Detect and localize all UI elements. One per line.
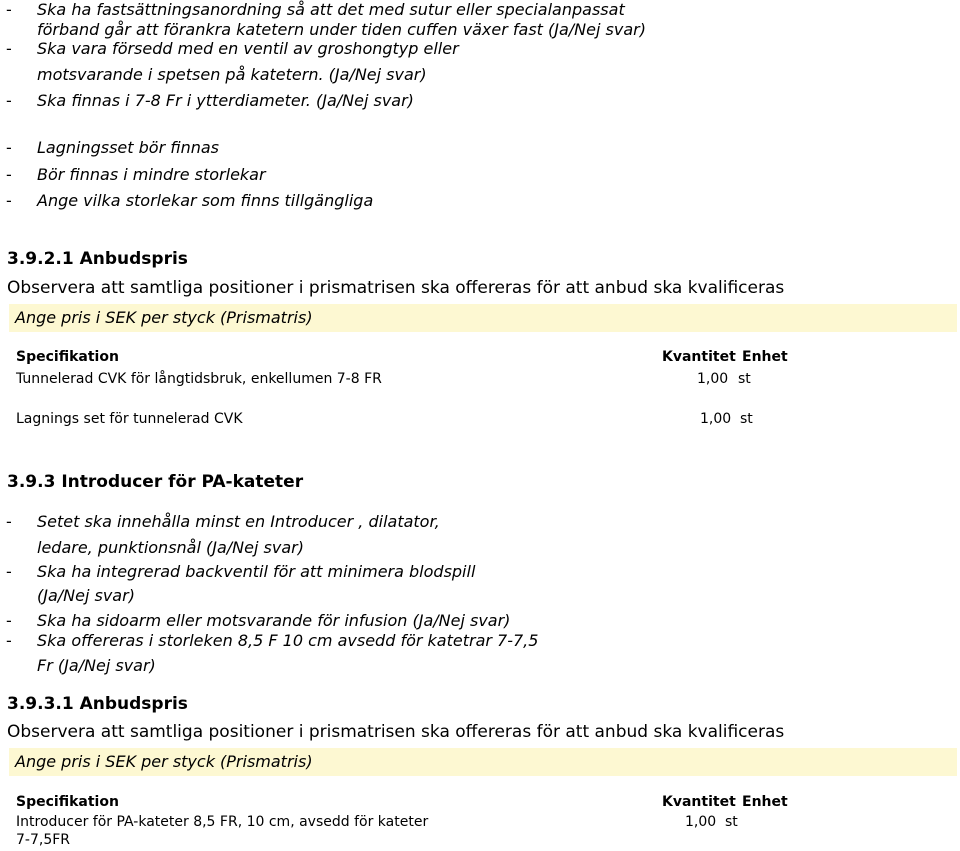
table-row-quantity: 1,00: [685, 814, 717, 830]
list-item-line: Ska vara försedd med en ventil av groshongtyp eller: [37, 39, 459, 58]
list-item-line: Ska finnas i 7-8 Fr i ytterdiameter. (Ja/Nej svar): [37, 91, 414, 110]
bullet-dash: -: [6, 39, 12, 58]
list-item-line: Ska ha integrerad backventil för att minimera blodspill: [37, 562, 476, 581]
list-item-line: Lagningsset bör finnas: [37, 138, 219, 157]
list-item-line: ledare, punktionsnål (Ja/Nej svar): [37, 538, 304, 557]
table-row-unit: st: [725, 814, 738, 830]
table-row-quantity: 1,00: [700, 411, 732, 427]
bullet-dash: -: [6, 138, 12, 157]
bullet-dash: -: [6, 191, 12, 210]
list-item-line: Setet ska innehålla minst en Introducer , dilatator,: [37, 512, 440, 531]
column-header-spec: Specifikation: [16, 349, 119, 365]
list-item-line: Ska offereras i storleken 8,5 F 10 cm avsedd för katetrar 7-7,5: [37, 631, 539, 650]
price-matrix-band: [9, 748, 957, 776]
list-item-line: Ska ha sidoarm eller motsvarande för infusion (Ja/Nej svar): [37, 611, 511, 630]
qualification-note: Observera att samtliga positioner i prismatrisen ska offereras för att anbud ska kvalificeras: [7, 722, 785, 742]
column-header-unit: Enhet: [742, 794, 788, 810]
list-item-line: Fr (Ja/Nej svar): [37, 656, 156, 675]
list-item-line: Ange vilka storlekar som finns tillgängliga: [37, 191, 374, 210]
price-matrix-label: Ange pris i SEK per styck (Prismatris): [15, 308, 313, 327]
price-matrix-label: Ange pris i SEK per styck (Prismatris): [15, 752, 313, 771]
bullet-dash: -: [6, 562, 12, 581]
table-row-spec: Introducer för PA-kateter 8,5 FR, 10 cm, avsedd för kateter: [16, 814, 429, 830]
table-row-spec: Tunnelerad CVK för långtidsbruk, enkellumen 7-8 FR: [16, 371, 382, 387]
list-item-line: Ska ha fastsättningsanordning så att det med sutur eller specialanpassat: [37, 0, 625, 19]
table-row-unit: st: [740, 411, 753, 427]
section-heading: 3.9.3 Introducer för PA-kateter: [7, 472, 304, 492]
bullet-dash: -: [6, 512, 12, 531]
table-row-spec-continued: 7-7,5FR: [16, 832, 71, 848]
column-header-quantity: Kvantitet: [662, 349, 736, 365]
bullet-dash: -: [6, 0, 12, 19]
list-item-line: förband går att förankra katetern under tiden cuffen växer fast (Ja/Nej svar): [37, 20, 646, 39]
column-header-unit: Enhet: [742, 349, 788, 365]
bullet-dash: -: [6, 165, 12, 184]
section-heading: 3.9.2.1 Anbudspris: [7, 249, 188, 269]
table-row-quantity: 1,00: [697, 371, 729, 387]
list-item-line: Bör finnas i mindre storlekar: [37, 165, 266, 184]
list-item-line: motsvarande i spetsen på katetern. (Ja/Nej svar): [37, 65, 427, 84]
table-row-spec: Lagnings set för tunnelerad CVK: [16, 411, 243, 427]
column-header-quantity: Kvantitet: [662, 794, 736, 810]
qualification-note: Observera att samtliga positioner i prismatrisen ska offereras för att anbud ska kvalificeras: [7, 278, 785, 298]
bullet-dash: -: [6, 91, 12, 110]
list-item-line: (Ja/Nej svar): [37, 586, 135, 605]
bullet-dash: -: [6, 611, 12, 630]
table-row-unit: st: [738, 371, 751, 387]
price-matrix-band: [9, 304, 957, 332]
bullet-dash: -: [6, 631, 12, 650]
column-header-spec: Specifikation: [16, 794, 119, 810]
section-heading: 3.9.3.1 Anbudspris: [7, 694, 188, 714]
